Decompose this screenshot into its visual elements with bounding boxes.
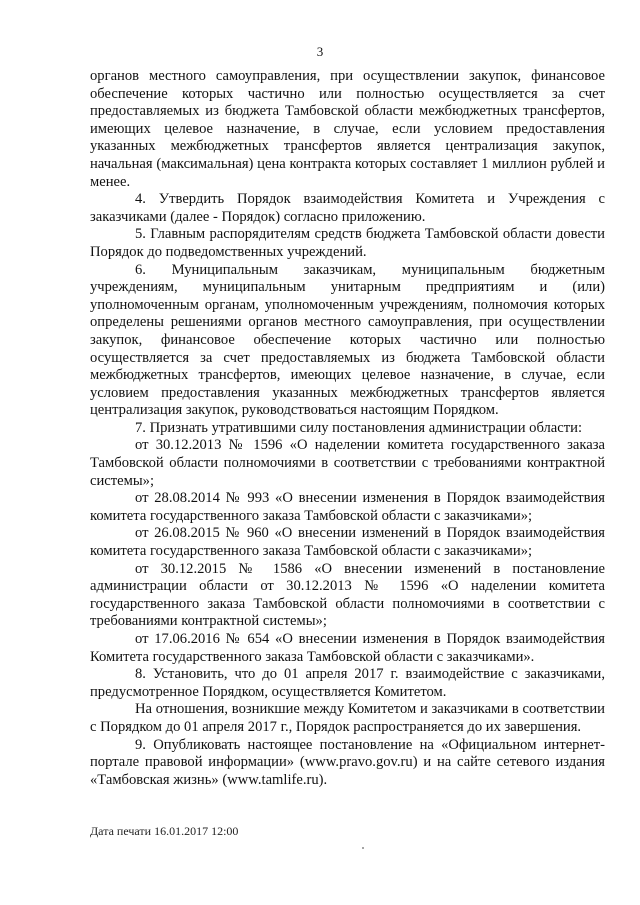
paragraph-item-8: 8. Установить, что до 01 апреля 2017 г. взаимодействие с заказчиками, предусмотренное Порядком, осуществляется Комитетом. [90,666,605,700]
repealed-act-960: от 26.08.2015 № 960 «О внесении изменений в Порядок взаимодействия комитета государственного заказа Тамбовской области с заказчиками»; [90,525,605,560]
scan-artifact-dot [362,847,364,849]
paragraph-item-7: 7. Признать утратившими силу постановления администрации области: [135,419,582,436]
repealed-act-1596: от 30.12.2013 № 1596 «О наделении комитета государственного заказа Тамбовской области полномочиями в соответствии с требованиями контрактной системы»; [90,437,605,489]
paragraph-item-9: 9. Опубликовать настоящее постановление на «Официальном интернет-портале правовой информации» (www.pravo.gov.ru) и на сайте сетевого издания «Тамбовская жизнь» (www.tamlife.ru). [90,736,605,788]
paragraph-item-6: 6. Муниципальным заказчикам, муниципальным бюджетным учреждениям, муниципальным унитарным предприятиям и (или) уполномоченным органам, уполномоченным учреждениям, полномочия которых определены решениями органов местного самоуправления, при осуществлении закупок, финансовое обеспечение которых частично или полностью осуществляется за счет предоставляемых из бюджета Тамбовской области межбюджетных трансфертов, имеющих целевое назначение, в случае, если условием предоставления указанных межбюджетных трансфертов является централизация закупок, руководствоваться настоящим Порядком. [90,261,605,419]
page-number: 3 [316,44,324,59]
document-body [90,68,605,789]
print-date: Дата печати 16.01.2017 12:00 [90,824,239,838]
repealed-act-654: от 17.06.2016 № 654 «О внесении изменения в Порядок взаимодействия Комитета государственного заказа Тамбовской области с заказчиками». [90,631,605,665]
repealed-act-1586: от 30.12.2015 № 1586 «О внесении изменений в постановление администрации области от 30.12.2013 № 1596 «О наделении комитета государственного заказа Тамбовской области полномочиями в соответствии с требованиями контрактной системы»; [90,560,605,630]
repealed-act-993: от 28.08.2014 № 993 «О внесении изменения в Порядок взаимодействия комитета государственного заказа Тамбовской области с заказчиками»; [90,490,605,524]
paragraph-item-4: 4. Утвердить Порядок взаимодействия Комитета и Учреждения с заказчиками (далее - Порядок) согласно приложению. [90,191,605,225]
paragraph-item-5: 5. Главным распорядителям средств бюджета Тамбовской области довести Порядок до подведомственных учреждений. [90,226,605,260]
paragraph-item-8-note: На отношения, возникшие между Комитетом и заказчиками в соответствии с Порядком до 01 апреля 2017 г., Порядок распространяется до их завершения. [90,701,605,735]
paragraph-continuation: органов местного самоуправления, при осуществлении закупок, финансовое обеспечение которых частично или полностью осуществляется за счет предоставляемых из бюджета Тамбовской области межбюджетных трансфертов, имеющих целевое назначение, в случае, если условием предоставления указанных межбюджетных трансфертов является централизация закупок, начальная (максимальная) цена контракта которых составляет 1 миллион рублей и менее. [90,68,605,190]
